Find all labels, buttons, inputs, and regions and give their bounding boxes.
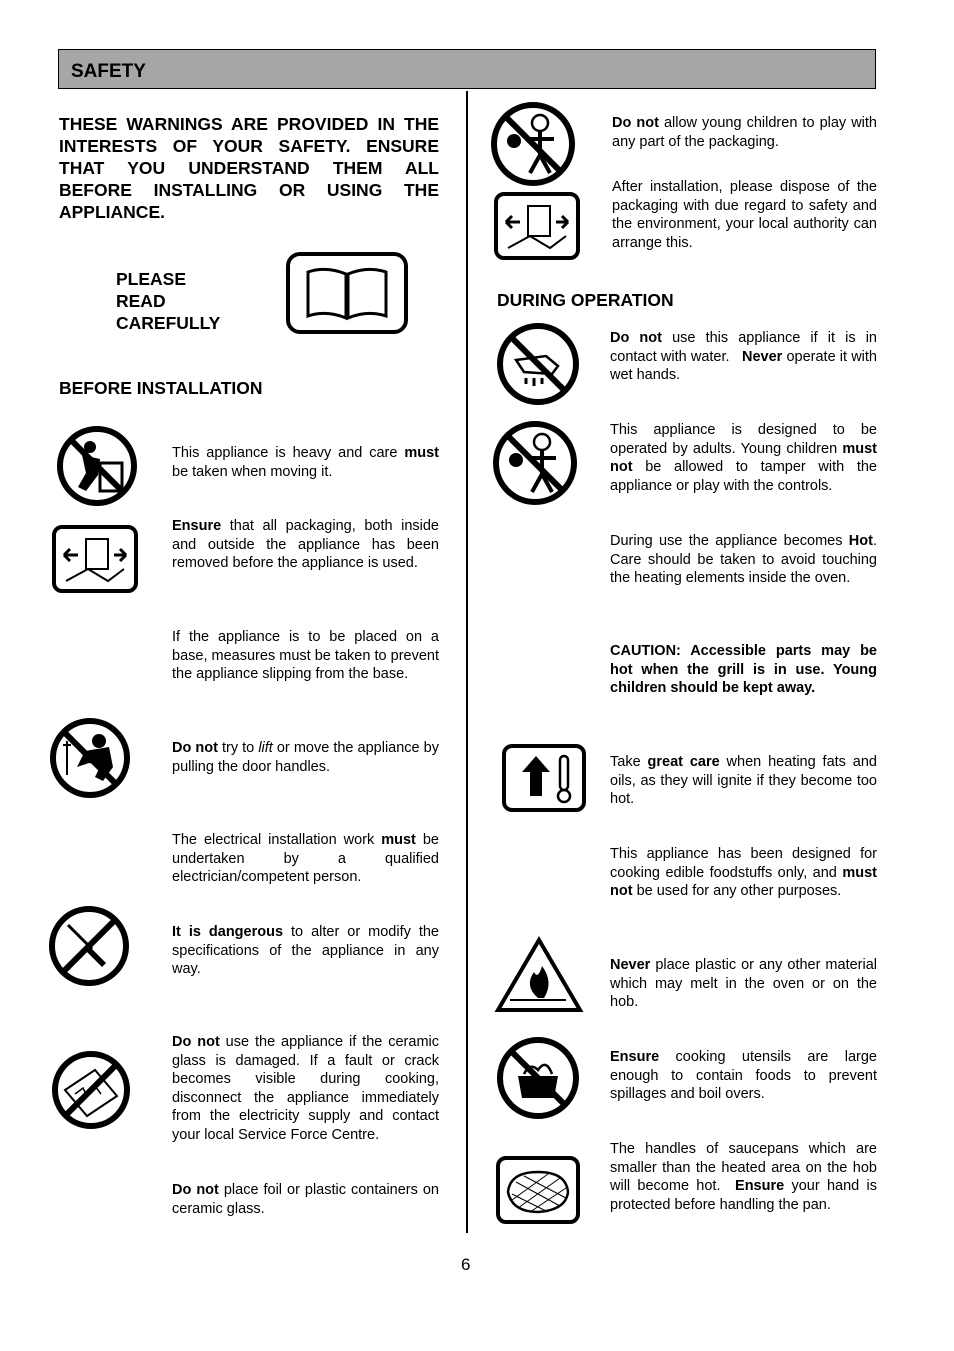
high-temperature-icon (502, 744, 586, 812)
bold-run: Ensure (172, 518, 222, 534)
bold-run: Do not (172, 740, 218, 756)
no-plastic-text (610, 956, 877, 1012)
italic-run: lift (258, 740, 273, 756)
section-title: SAFETY (71, 61, 146, 82)
bold-run: must not (610, 864, 877, 899)
fats-oils-text (610, 753, 877, 809)
please-read-line: CAREFULLY (116, 313, 221, 333)
bold-run: Ensure (735, 1178, 785, 1194)
text-run: be undertaken by a qualified electrician/competent person. (172, 832, 439, 885)
electrical-installation-text (172, 831, 439, 887)
dispose-packaging-text: After installation, please dispose of the packaging with due regard to safety and the environment, your local authority can arrange this. (612, 179, 877, 251)
during-operation-heading: DURING OPERATION (497, 290, 674, 310)
no-pulling-door-handle-icon (49, 717, 131, 799)
children-packaging-text (612, 114, 877, 151)
bold-run: Do not (172, 1034, 220, 1050)
packaging-removal-text (172, 517, 439, 573)
text-run: be allowed to tamper with the appliance or play with the controls. (610, 459, 877, 494)
adults-only-text (610, 421, 877, 495)
wet-hands-prohibited-icon (496, 322, 580, 406)
text-run: cooking utensils are large enough to contain foods to prevent spillages and boil overs. (610, 1049, 877, 1102)
text-run: or move the appliance by pulling the door handles. (172, 740, 439, 775)
text-run: be taken when moving it. (172, 463, 333, 480)
text-run: use this appliance if it is in contact with water. (610, 330, 882, 365)
foil-warning-text (172, 1181, 439, 1218)
intended-use-text (610, 845, 877, 901)
text-run: to alter or modify the specifications of the appliance in any way. (172, 924, 439, 977)
safety-warning: THESE WARNINGS ARE PROVIDED IN THE INTERESTS OF YOUR SAFETY. ENSURE THAT YOU UNDERSTAND THEM ALL BEFORE INSTALLING OR USING THE APPLIANCE. (59, 114, 439, 222)
text-run: your hand is protected before handling the pan. (610, 1178, 877, 1213)
before-installation-heading: BEFORE INSTALLATION (59, 378, 263, 398)
saucepan-handles-text (610, 1140, 882, 1214)
child-with-teddy-prohibited-icon (490, 101, 576, 187)
text-run: place plastic or any other material which may melt in the oven or on the hob. (610, 957, 877, 1010)
text-run: This appliance has been designed for cooking edible foodstuffs only, and (610, 846, 877, 881)
text-run: During use the appliance becomes (610, 533, 849, 549)
text-run: operate it with wet hands. (610, 348, 877, 383)
page-number: 6 (461, 1255, 471, 1274)
modification-danger-text (172, 923, 439, 979)
section-header (58, 49, 876, 89)
text-run: use the appliance if the ceramic glass is damaged. If a fault or crack becomes visible during cooking, disconnect the appliance immediately from the electricity supply and contact your local Service Force Centre. (172, 1034, 439, 1143)
text-run: try to (217, 740, 259, 756)
bold-run: Do not (610, 330, 662, 346)
open-book-icon (286, 252, 408, 334)
oven-glove-icon (496, 1156, 580, 1224)
dispose-packaging-icon (494, 192, 580, 260)
water-contact-text (610, 329, 882, 385)
bold-run: Ensure (610, 1049, 660, 1065)
please-read-line: READ (116, 291, 166, 311)
text-run: . Care should be taken to avoid touching the heating elements inside the oven. (610, 533, 877, 586)
bold-run: must (404, 445, 439, 461)
fire-hazard-icon (494, 936, 584, 1014)
heavy-lifting-prohibited-icon (56, 425, 138, 507)
boil-over-prohibited-icon (496, 1036, 580, 1120)
text-run: Take (610, 754, 648, 770)
bold-run: Hot (848, 533, 873, 549)
text-run: The electrical installation work (172, 832, 382, 848)
text-run: that all packaging, both inside and outside the appliance has been removed before the appliance is used. (172, 518, 439, 571)
please-read-line: PLEASE (116, 269, 187, 289)
please-read-label (116, 268, 220, 334)
text-run: place foil or plastic containers on ceramic glass. (172, 1182, 439, 1217)
text-run: This appliance is heavy and care (172, 445, 398, 461)
bold-run: Never (610, 957, 651, 973)
child-prohibited-icon (492, 420, 578, 506)
bold-run: Do not (172, 1182, 219, 1198)
heavy-appliance-text (172, 444, 439, 481)
base-slipping-text: If the appliance is to be placed on a base, measures must be taken to prevent the appliance slipping from the base. (172, 629, 439, 682)
text-run: allow young children to play with any part of the packaging. (612, 115, 877, 150)
bold-run: It is dangerous (172, 924, 284, 940)
no-modification-screwdriver-icon (48, 905, 130, 987)
text-run: This appliance is designed to be operated by adults. Young children (610, 422, 877, 457)
bold-run: Never (742, 348, 783, 365)
cracked-glass-prohibited-icon (51, 1050, 131, 1130)
remove-packaging-icon (52, 525, 138, 593)
bold-run: great care (647, 754, 720, 770)
text-run: be used for any other purposes. (632, 883, 842, 899)
bold-run: must not (610, 440, 877, 475)
bold-run: must (381, 832, 416, 848)
door-handle-text (172, 739, 439, 776)
column-divider (466, 91, 468, 1233)
grill-caution-text: CAUTION: Accessible parts may be hot when the grill is in use. Young children should be kept away. (610, 643, 877, 696)
ceramic-glass-damage-text (172, 1033, 439, 1144)
text-run: The handles of saucepans which are smaller than the heated area on the hob will become hot. (610, 1141, 882, 1194)
text-run: when heating fats and oils, as they will ignite if they become too hot. (610, 754, 877, 807)
hot-appliance-text (610, 532, 877, 588)
utensil-size-text (610, 1048, 877, 1104)
bold-run: Do not (612, 115, 659, 131)
